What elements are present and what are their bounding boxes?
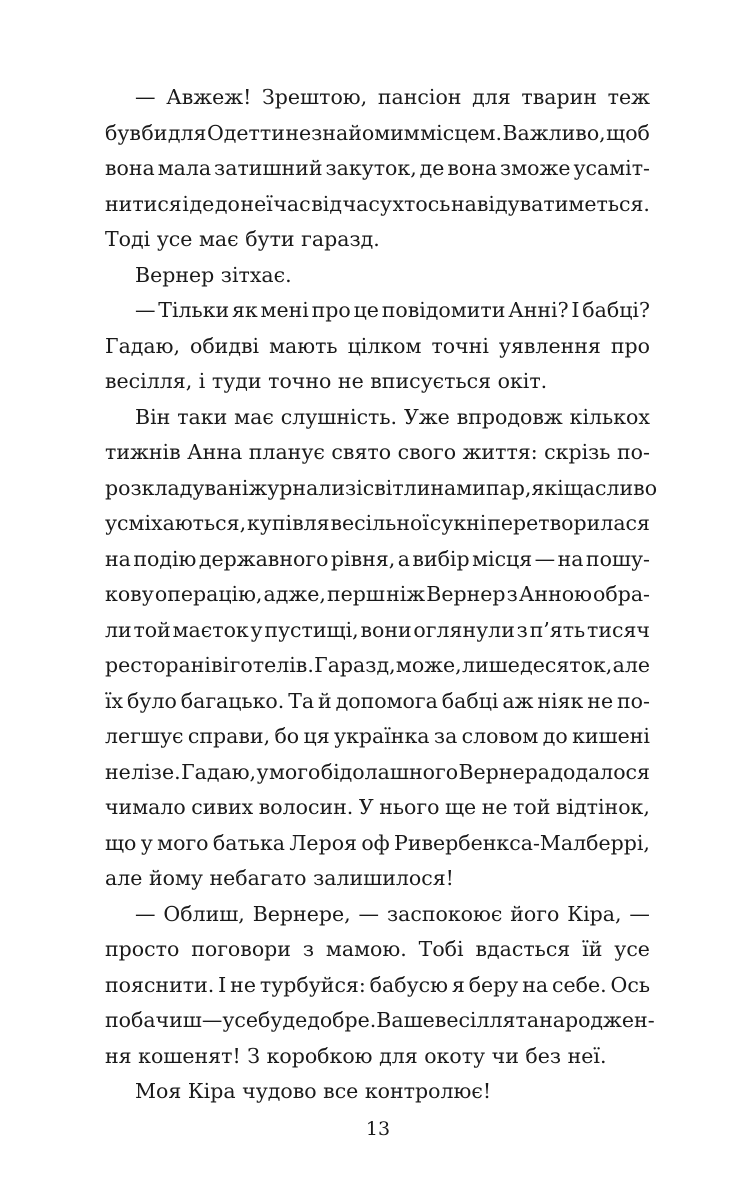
text-line: нитися і де до неї час від часу хтось навідуватиметься. [105, 191, 650, 216]
text-line: усміхаються, купівля весільної сукні перетворилася [105, 511, 650, 535]
text-line: пояснити. І не турбуйся: бабусю я беру на себе. Ось [105, 972, 650, 997]
page-number: 13 [365, 1118, 391, 1140]
text-line: Тоді усе має бути гаразд. [105, 227, 380, 251]
text-line: — Облиш, Вернере, — заспокоює його Кіра, — [135, 901, 650, 926]
text-line: легшує справи, бо ця українка за словом до кишені [105, 724, 650, 748]
text-line: весілля, і туди точно не вписується окіт. [105, 369, 548, 393]
text-line: вона мала затишний закуток, де вона зможе усаміт- [105, 156, 650, 180]
text-line: що у мого батька Лероя оф Ривербенкса-Малберрі, [105, 830, 650, 855]
text-line: ня кошенят! З коробкою для окоту чи без неї. [105, 1043, 607, 1068]
text-line: ли той маєток у пустищі, вони оглянули з п’ять тисяч [105, 617, 650, 642]
text-line: Вернер зітхає. [135, 262, 292, 287]
text-line: ресторанів і готелів. Гаразд, може, лише десяток, але [105, 653, 650, 677]
text-line: Моя Кіра чудово все контролює! [135, 1079, 492, 1103]
text-line: на подію державного рівня, а вибір місця — на пошу- [105, 546, 650, 571]
text-line: — Авжеж! Зрештою, пансіон для тварин теж [135, 85, 650, 109]
text-line: побачиш — усе буде добре. Ваше весілля та народжен- [105, 1008, 655, 1032]
text-line: Він таки має слушність. Уже впродовж кількох [135, 404, 650, 429]
text-line: не лізе. Гадаю, у мого бідолашного Вернера додалося [105, 759, 650, 784]
text-line: тижнів Анна планує свято свого життя: скрізь по- [105, 440, 650, 464]
text-line: просто поговори з мамою. Тобі вдасться їй усе [105, 937, 650, 961]
text-line: розкладувані журнали зі світлинами пар, які щасливо [105, 475, 658, 500]
text-line: їх було багацько. Та й допомога бабці аж ніяк не по- [105, 688, 650, 713]
text-line: але йому небагато залишилося! [105, 866, 454, 890]
text-line: чимало сивих волосин. У нього ще не той відтінок, [105, 795, 650, 819]
text-line: кову операцію, адже, перш ніж Вернер з Анною обра- [105, 582, 650, 606]
text-line: — Тільки як мені про це повідомити Анні? І бабці? [135, 298, 650, 322]
text-line: Гадаю, обидві мають цілком точні уявлення про [105, 333, 650, 358]
text-line: був би для Одетти незнайомим місцем. Важливо, щоб [105, 120, 650, 145]
page-text [105, 80, 658, 1110]
